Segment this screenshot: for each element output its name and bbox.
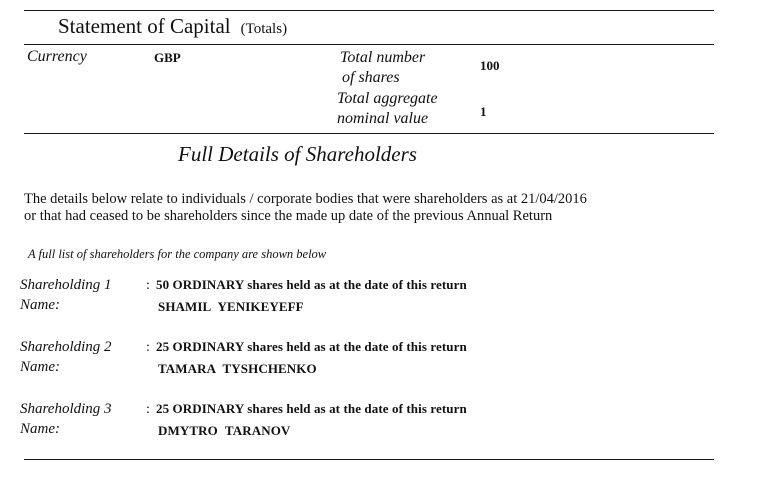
shareholding-name-label: Name: (20, 359, 60, 375)
shareholders-intro (24, 191, 587, 225)
shareholding-colon: : (146, 278, 150, 293)
shareholding-colon: : (146, 340, 150, 355)
statement-bottom-rule (24, 133, 714, 134)
shareholding-shares: 25 ORDINARY shares held as at the date of this return (156, 339, 467, 354)
statement-subtitle: (Totals) (240, 21, 288, 37)
statement-header-rule (24, 44, 714, 45)
currency-value: GBP (154, 50, 181, 65)
shareholding-shares: 50 ORDINARY shares held as at the date of this return (156, 277, 467, 292)
statement-title: Statement of Capital (58, 14, 231, 38)
top-rule (24, 10, 714, 11)
shareholder-name: TAMARA TYSHCHENKO (158, 361, 317, 376)
shareholding-name-label: Name: (20, 421, 60, 437)
aggregate-label-line1: Total aggregate (337, 90, 438, 107)
shareholders-list-note: A full list of shareholders for the company are shown below (28, 247, 327, 261)
shareholding-name-label: Name: (20, 297, 60, 313)
total-shares-label (340, 48, 425, 88)
currency-label: Currency (27, 48, 87, 65)
shareholders-intro-line1: The details below relate to individuals / corporate bodies that were shareholders as at 21/04/2016 (24, 191, 587, 207)
shareholding-label: Shareholding 2 (20, 339, 112, 355)
shareholding-label: Shareholding 3 (20, 401, 112, 417)
shareholding-shares: 25 ORDINARY shares held as at the date of this return (156, 401, 467, 416)
shareholder-name: SHAMIL YENIKEYEFF (158, 299, 304, 314)
shareholding-label: Shareholding 1 (20, 277, 112, 293)
aggregate-value: 1 (480, 104, 487, 119)
total-shares-label-line1: Total number (340, 49, 426, 66)
bottom-rule (24, 459, 714, 460)
aggregate-label (337, 89, 438, 129)
total-shares-value: 100 (480, 58, 500, 73)
total-shares-label-line2: of shares (342, 69, 400, 86)
statement-title-row (58, 14, 287, 39)
aggregate-label-line2: nominal value (337, 110, 429, 127)
shareholders-title: Full Details of Shareholders (178, 142, 417, 166)
shareholders-intro-line2: or that had ceased to be shareholders since the made up date of the previous Annual Return (24, 208, 553, 224)
shareholder-name: DMYTRO TARANOV (158, 423, 291, 438)
shareholding-colon: : (146, 402, 150, 417)
